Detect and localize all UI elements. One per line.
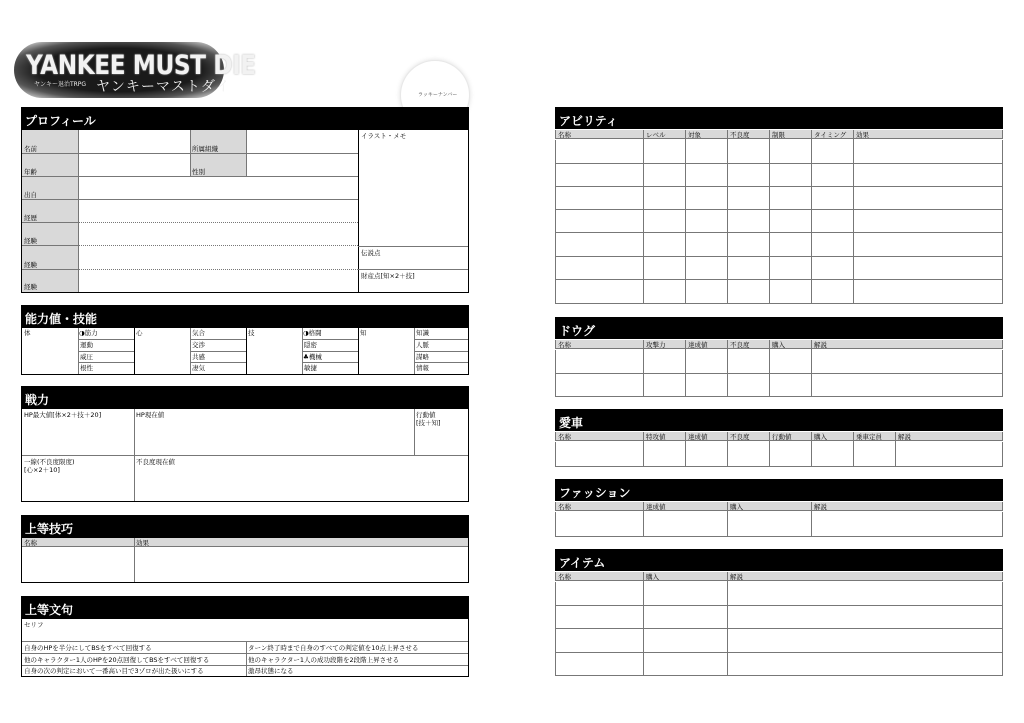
logo-kana: ヤンキーマストダイ bbox=[96, 79, 231, 95]
bike-icon: ♣ bbox=[303, 353, 309, 361]
fashion-column-header bbox=[555, 502, 1003, 511]
vehicle-col-charge: 特攻値 bbox=[646, 433, 666, 441]
technique-col-name: 名称 bbox=[24, 539, 37, 547]
skill-fighting[interactable]: ◑格闘 bbox=[303, 329, 322, 337]
fashion-col-description: 解説 bbox=[814, 503, 827, 511]
profile-header: プロフィール bbox=[21, 107, 469, 129]
item-col-purchase: 購入 bbox=[646, 573, 659, 581]
ability-col-timing: タイミング bbox=[814, 131, 847, 139]
lucky-number-label: ラッキーナンバー bbox=[418, 92, 458, 98]
item-grid[interactable] bbox=[555, 582, 1003, 676]
technique-header: 上等技巧 bbox=[21, 515, 469, 537]
ability-column-header bbox=[555, 130, 1003, 139]
technique-col-effect: 効果 bbox=[136, 539, 149, 547]
gender-label: 性別 bbox=[192, 168, 205, 176]
item-col-name: 名称 bbox=[558, 573, 571, 581]
group-tech-label: 技 bbox=[248, 329, 255, 337]
background-field[interactable] bbox=[79, 200, 357, 222]
vehicle-column-header bbox=[555, 432, 1003, 441]
technique-column-header bbox=[22, 538, 468, 547]
skill-guts[interactable]: 根性 bbox=[80, 364, 93, 372]
legend-points-label: 伝説点 bbox=[361, 249, 381, 257]
fashion-col-achieve: 達成値 bbox=[646, 503, 666, 511]
ability-col-target: 対象 bbox=[688, 131, 701, 139]
skill-athletics[interactable]: 運動 bbox=[80, 341, 93, 349]
badness-current-field[interactable] bbox=[135, 456, 468, 501]
ability-table-header: アビリティ bbox=[555, 107, 1003, 129]
skill-negotiation[interactable]: 交渉 bbox=[192, 341, 205, 349]
item-column-header bbox=[555, 572, 1003, 581]
phrase-effect-3a[interactable]: 自身の次の判定において一番高い目で3ゾロが出た扱いにする bbox=[24, 667, 204, 675]
affiliation-field[interactable] bbox=[247, 130, 357, 153]
origin-field[interactable] bbox=[79, 177, 357, 199]
background-label: 経歴 bbox=[24, 214, 37, 222]
phrase-effect-2b[interactable]: 他のキャラクター1人の成功段階を2段階上昇させる bbox=[248, 656, 400, 664]
drug-grid[interactable] bbox=[555, 350, 1003, 397]
group-intellect-label: 知 bbox=[360, 329, 367, 337]
illust-memo-label: イラスト・メモ bbox=[361, 132, 407, 140]
phrase-effect-3b[interactable]: 激昂状態になる bbox=[248, 667, 294, 675]
vehicle-col-capacity: 乗車定員 bbox=[856, 433, 882, 441]
profile-section bbox=[21, 129, 469, 293]
ability-col-effect: 効果 bbox=[856, 131, 869, 139]
hp-current-label: HP現在値 bbox=[136, 411, 165, 419]
skill-information[interactable]: 情報 bbox=[416, 364, 429, 372]
combat-header: 戦力 bbox=[21, 386, 469, 408]
experience-field-2[interactable] bbox=[79, 246, 357, 269]
skill-spirit[interactable]: 気合 bbox=[192, 329, 205, 337]
vehicle-col-achieve: 達成値 bbox=[688, 433, 708, 441]
limit-formula: [心×2＋10] bbox=[24, 466, 60, 474]
action-formula: [技＋知] bbox=[416, 419, 441, 427]
hp-current-field[interactable] bbox=[135, 409, 414, 455]
badness-current-label: 不良度現在値 bbox=[136, 458, 175, 466]
drug-header: ドウグ bbox=[555, 317, 1003, 339]
experience-field-1[interactable] bbox=[79, 223, 357, 245]
vehicle-col-name: 名称 bbox=[558, 433, 571, 441]
age-label: 年齢 bbox=[24, 168, 37, 176]
affiliation-label: 所属組織 bbox=[192, 145, 218, 153]
hp-max-label: HP最大値[体×2＋技＋20] bbox=[24, 411, 102, 419]
experience-label-3: 経験 bbox=[24, 283, 37, 291]
logo-title: YANKEE MUST DIE bbox=[26, 50, 256, 81]
ability-grid[interactable] bbox=[555, 140, 1003, 304]
logo-subtitle: ヤンキー退治TRPG bbox=[34, 81, 87, 88]
skill-menace[interactable]: 凄気 bbox=[192, 364, 205, 372]
action-field[interactable] bbox=[415, 409, 468, 455]
skill-agility[interactable]: 敏捷 bbox=[304, 364, 317, 372]
skill-scheming[interactable]: 謀略 bbox=[416, 353, 429, 361]
illust-memo-area[interactable] bbox=[359, 130, 468, 246]
ability-col-level: レベル bbox=[646, 131, 666, 139]
skill-strength[interactable]: ◑筋力 bbox=[79, 329, 98, 337]
item-header: アイテム bbox=[555, 549, 1003, 571]
fist-icon: ◑ bbox=[303, 329, 309, 337]
item-col-description: 解説 bbox=[730, 573, 743, 581]
limit-field[interactable] bbox=[22, 456, 134, 501]
serif-field[interactable] bbox=[22, 619, 468, 641]
age-field[interactable] bbox=[79, 154, 189, 176]
group-mind-label: 心 bbox=[136, 329, 143, 337]
technique-section bbox=[21, 537, 469, 583]
limit-label: 一線(不良度限度) bbox=[24, 458, 75, 466]
vehicle-col-description: 解説 bbox=[898, 433, 911, 441]
technique-effect-field[interactable] bbox=[135, 548, 468, 582]
drug-col-purchase: 購入 bbox=[772, 341, 785, 349]
vehicle-col-action: 行動値 bbox=[772, 433, 792, 441]
ability-col-limit: 制限 bbox=[772, 131, 785, 139]
fashion-grid[interactable] bbox=[555, 512, 1003, 537]
combat-section bbox=[21, 408, 469, 502]
phrase-header: 上等文句 bbox=[21, 596, 469, 618]
drug-col-description: 解説 bbox=[814, 341, 827, 349]
skill-stealth[interactable]: 隠密 bbox=[304, 341, 317, 349]
technique-name-field[interactable] bbox=[22, 548, 134, 582]
skill-knowledge[interactable]: 知識 bbox=[416, 329, 429, 337]
skill-machinery[interactable]: ♣機械 bbox=[303, 353, 322, 361]
drug-col-badness: 不良度 bbox=[730, 341, 750, 349]
action-label: 行動値 bbox=[416, 411, 436, 419]
gender-field[interactable] bbox=[247, 154, 357, 176]
phrase-effect-1b[interactable]: ターン終了時まで自身のすべての判定値を10点上昇させる bbox=[248, 644, 419, 652]
drug-column-header bbox=[555, 340, 1003, 349]
drug-col-achieve: 達成値 bbox=[688, 341, 708, 349]
vehicle-grid[interactable] bbox=[555, 442, 1003, 467]
abilities-header: 能力値・技能 bbox=[21, 305, 469, 327]
drug-col-name: 名称 bbox=[558, 341, 571, 349]
phrase-section bbox=[21, 618, 469, 677]
experience-label-1: 経験 bbox=[24, 237, 37, 245]
fashion-col-purchase: 購入 bbox=[730, 503, 743, 511]
skill-empathy[interactable]: 共感 bbox=[192, 353, 205, 361]
punch-icon: ◑ bbox=[79, 329, 85, 337]
skill-intimidation[interactable]: 威圧 bbox=[80, 353, 93, 361]
name-field[interactable] bbox=[79, 130, 189, 153]
name-label: 名前 bbox=[24, 145, 37, 153]
wealth-points-label: 財産点[知×2＋技] bbox=[361, 272, 415, 280]
skill-connections[interactable]: 人脈 bbox=[416, 341, 429, 349]
ability-col-name: 名称 bbox=[558, 131, 571, 139]
fashion-col-name: 名称 bbox=[558, 503, 571, 511]
phrase-effect-2a[interactable]: 他のキャラクター1人のHPを20点回復してBSをすべて回復する bbox=[24, 656, 210, 664]
vehicle-header: 愛車 bbox=[555, 409, 1003, 431]
abilities-section bbox=[21, 327, 469, 375]
drug-col-attack: 攻撃力 bbox=[646, 341, 666, 349]
origin-label: 出自 bbox=[24, 191, 37, 199]
experience-label-2: 経験 bbox=[24, 261, 37, 269]
group-body-label: 体 bbox=[24, 329, 31, 337]
experience-field-3[interactable] bbox=[79, 270, 357, 292]
fashion-header: ファッション bbox=[555, 479, 1003, 501]
vehicle-col-badness: 不良度 bbox=[730, 433, 750, 441]
ability-col-badness: 不良度 bbox=[730, 131, 750, 139]
serif-label: セリフ bbox=[24, 621, 44, 629]
phrase-effect-1a[interactable]: 自身のHPを半分にしてBSをすべて回復する bbox=[24, 644, 152, 652]
hp-max-field[interactable] bbox=[22, 409, 134, 455]
vehicle-col-purchase: 購入 bbox=[814, 433, 827, 441]
